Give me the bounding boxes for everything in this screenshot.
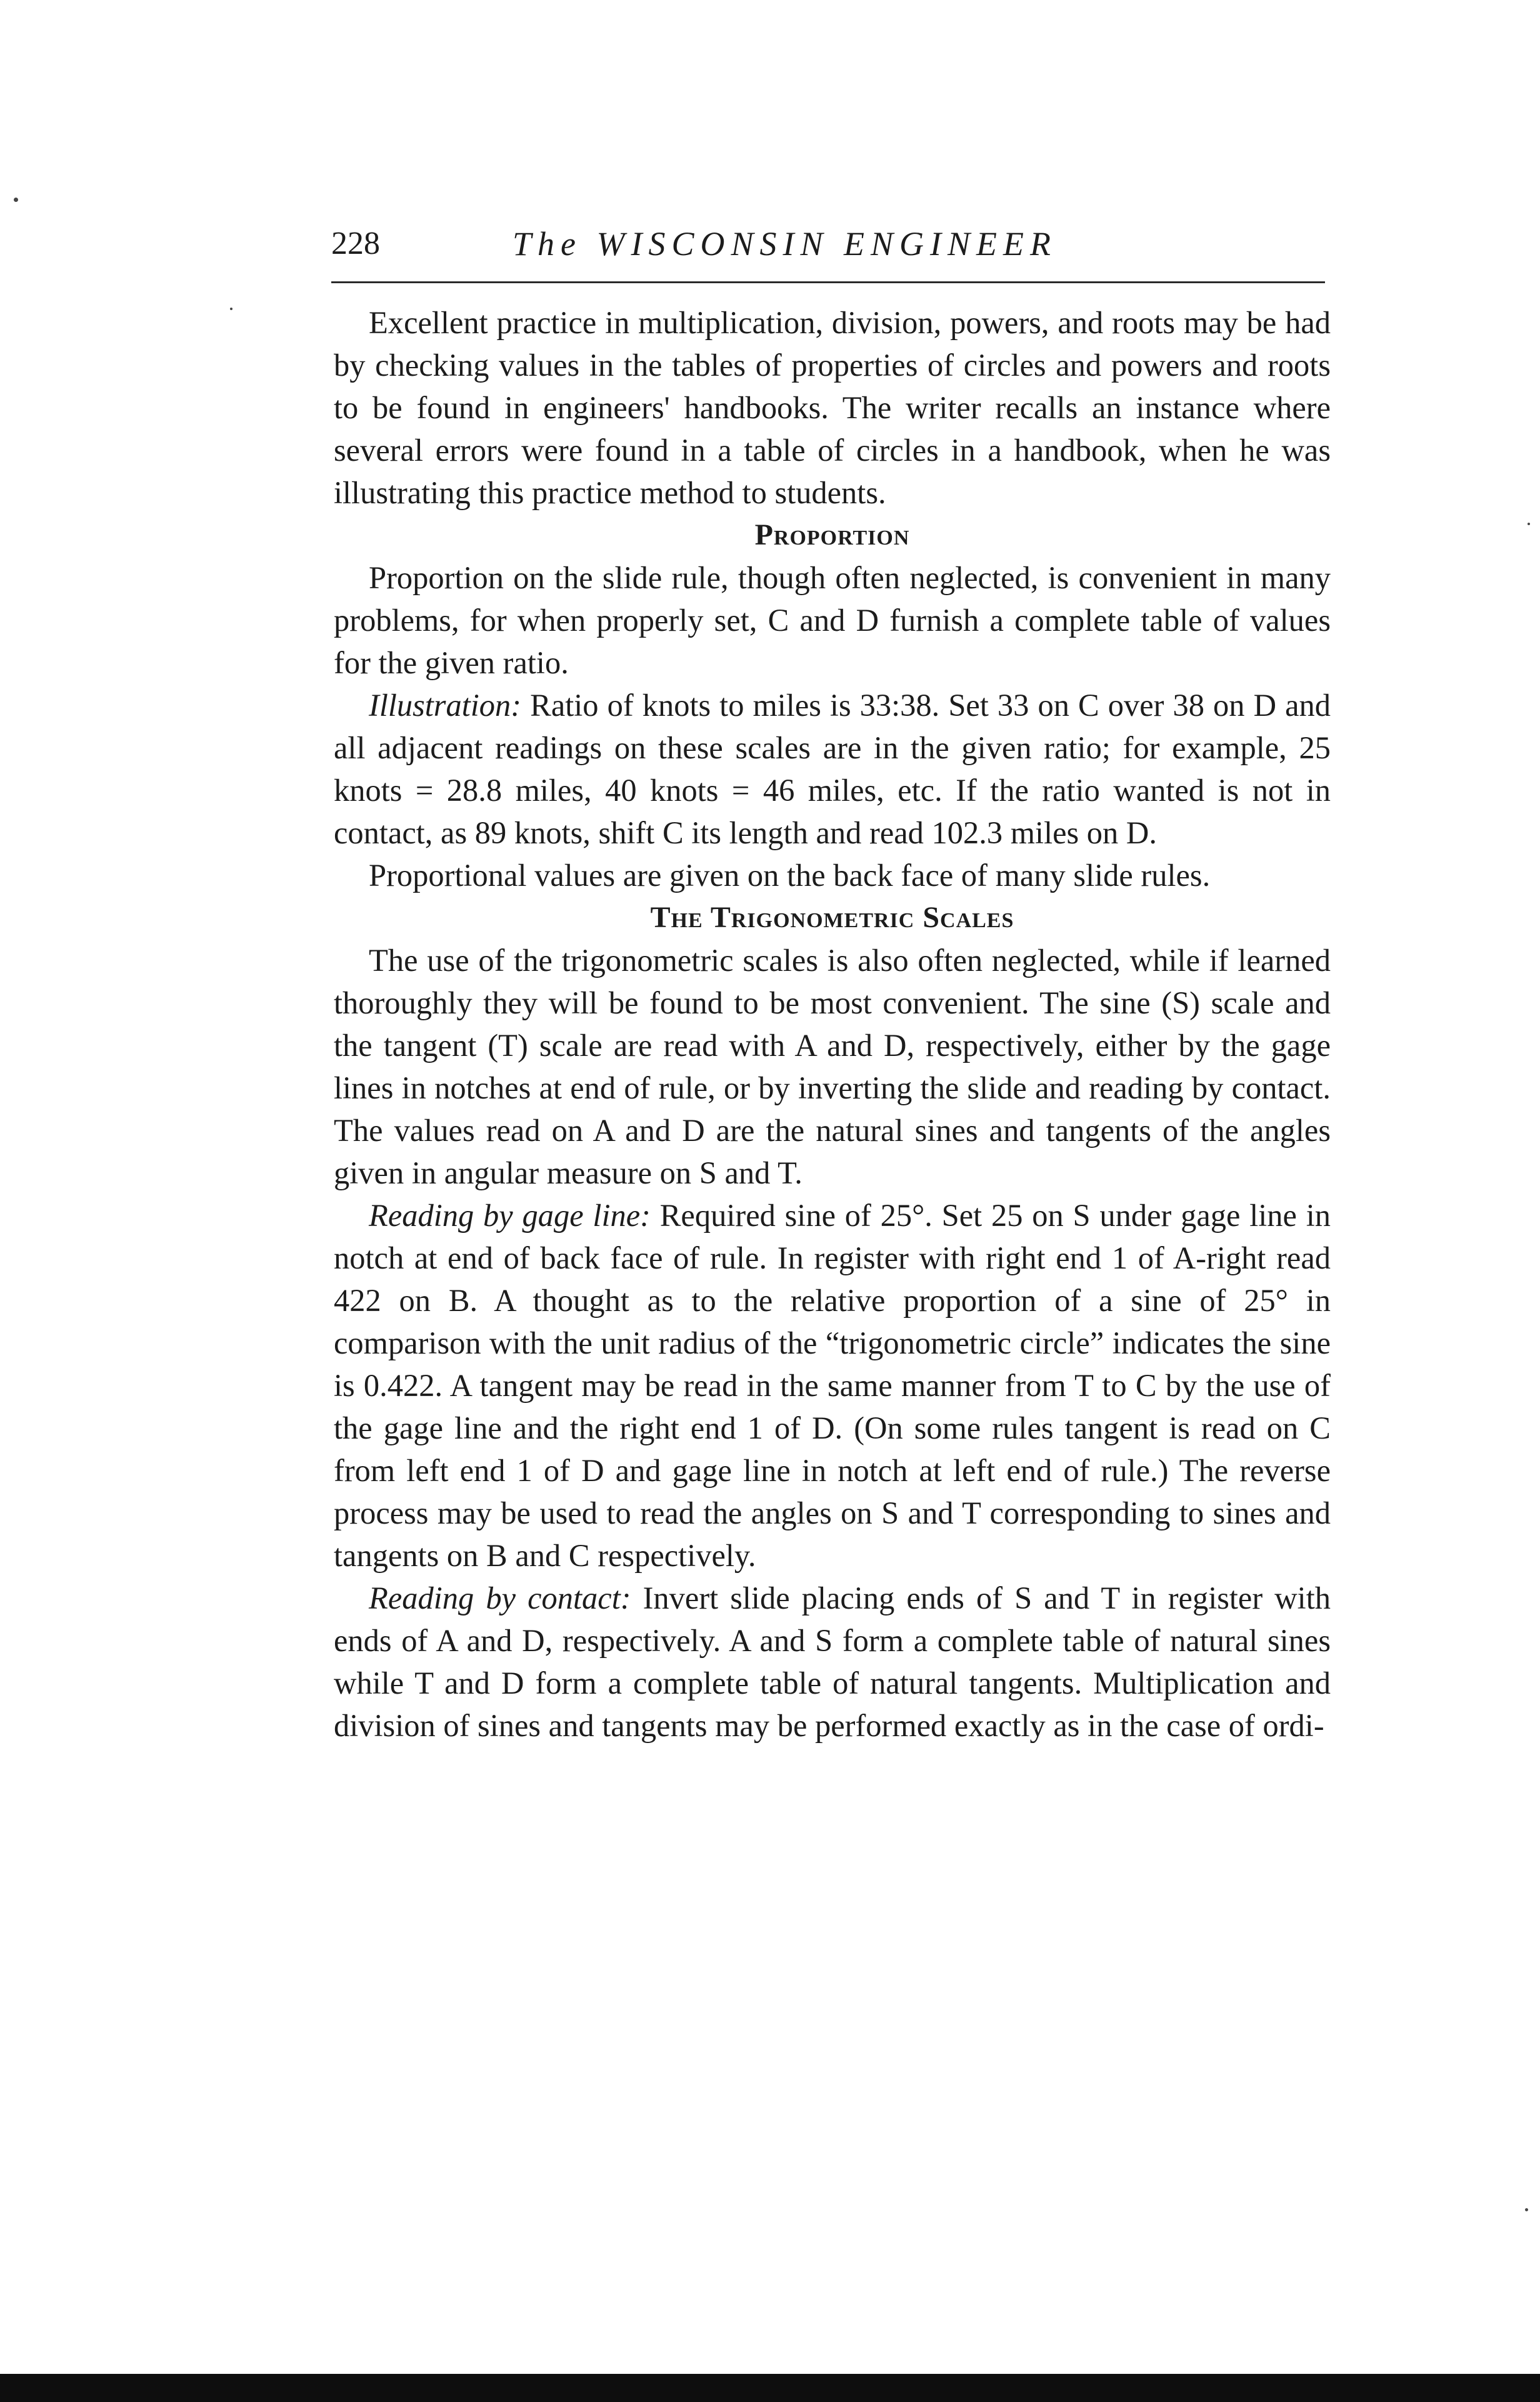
illustration-text: Ratio of knots to miles is 33:38. Set 33 on C over 38 on D and all adjacent readings on these scales are in the given ratio; for example, 25 knots = 28.8 miles, 40 knots = 46 miles, etc. If the ratio wanted is not in contact, as 89 knots, shift C its length and read 102.3 miles on D. <box>334 688 1331 850</box>
section-heading-trigonometric-scales: The Trigonometric Scales <box>650 901 1014 934</box>
paragraph-gage-line <box>334 1194 1331 1577</box>
paragraph-handbook-practice: Excellent practice in multiplication, division, powers, and roots may be had by checking values in the tables of properties of circles and powers and roots to be found in engineers' handbooks. The writer recalls an instance where several errors were found in a table of circles in a handbook, when he was illustrating this practice method to students. <box>334 305 1331 510</box>
running-header <box>331 222 1325 266</box>
scan-speck <box>230 308 232 310</box>
scan-speck <box>14 198 18 202</box>
scan-speck <box>1525 2208 1528 2211</box>
paragraph-proportional-values: Proportional values are given on the back face of many slide rules. <box>369 858 1211 893</box>
contact-lead: Reading by contact: <box>369 1580 631 1616</box>
illustration-lead: Illustration: <box>369 688 522 723</box>
section-heading-proportion: Proportion <box>754 518 910 551</box>
scan-edge-band <box>0 2374 1540 2402</box>
paragraph-illustration <box>334 684 1331 854</box>
page-number: 228 <box>331 226 380 261</box>
contact-text: Invert slide placing ends of S and T in register with ends of A and D, respectively. A and S form a complete table of natural sines while T and D form a complete table of natural tangents. Multiplication and division of sines and tangents may be performed exactly as in the case of ordi- <box>334 1580 1331 1743</box>
journal-title: The WISCONSIN ENGINEER <box>512 225 1057 263</box>
paragraph-proportion: Proportion on the slide rule, though often neglected, is convenient in many problems, for when properly set, C and D furnish a complete table of values for the given ratio. <box>334 560 1331 680</box>
header-rule <box>331 281 1325 283</box>
article-body <box>334 301 1331 1747</box>
gage-line-lead: Reading by gage line: <box>369 1198 651 1233</box>
scan-speck <box>1528 523 1530 525</box>
gage-line-text: Required sine of 25°. Set 25 on S under gage line in notch at end of back face of rule. In register with right end 1 of A-right read 422 on B. A thought as to the relative proportion of a sine of 25° in comparison with the unit radius of the “trigonometric circle” indicates the sine is 0.422. A tangent may be read in the same manner from T to C by the use of the gage line and the right end 1 of D. (On some rules tangent is read on C from left end 1 of D and gage line in notch at left end of rule.) The reverse process may be used to read the angles on S and T corresponding to sines and tangents on B and C respectively. <box>334 1198 1331 1573</box>
paragraph-trig-scales: The use of the trigonometric scales is also often neglected, while if learned thoroughly they will be found to be most convenient. The sine (S) scale and the tangent (T) scale are read with A and D, respectively, either by the gage lines in notches at end of rule, or by inverting the slide and reading by contact. The values read on A and D are the natural sines and tangents of the angles given in angular measure on S and T. <box>334 943 1331 1190</box>
paragraph-contact <box>334 1577 1331 1747</box>
